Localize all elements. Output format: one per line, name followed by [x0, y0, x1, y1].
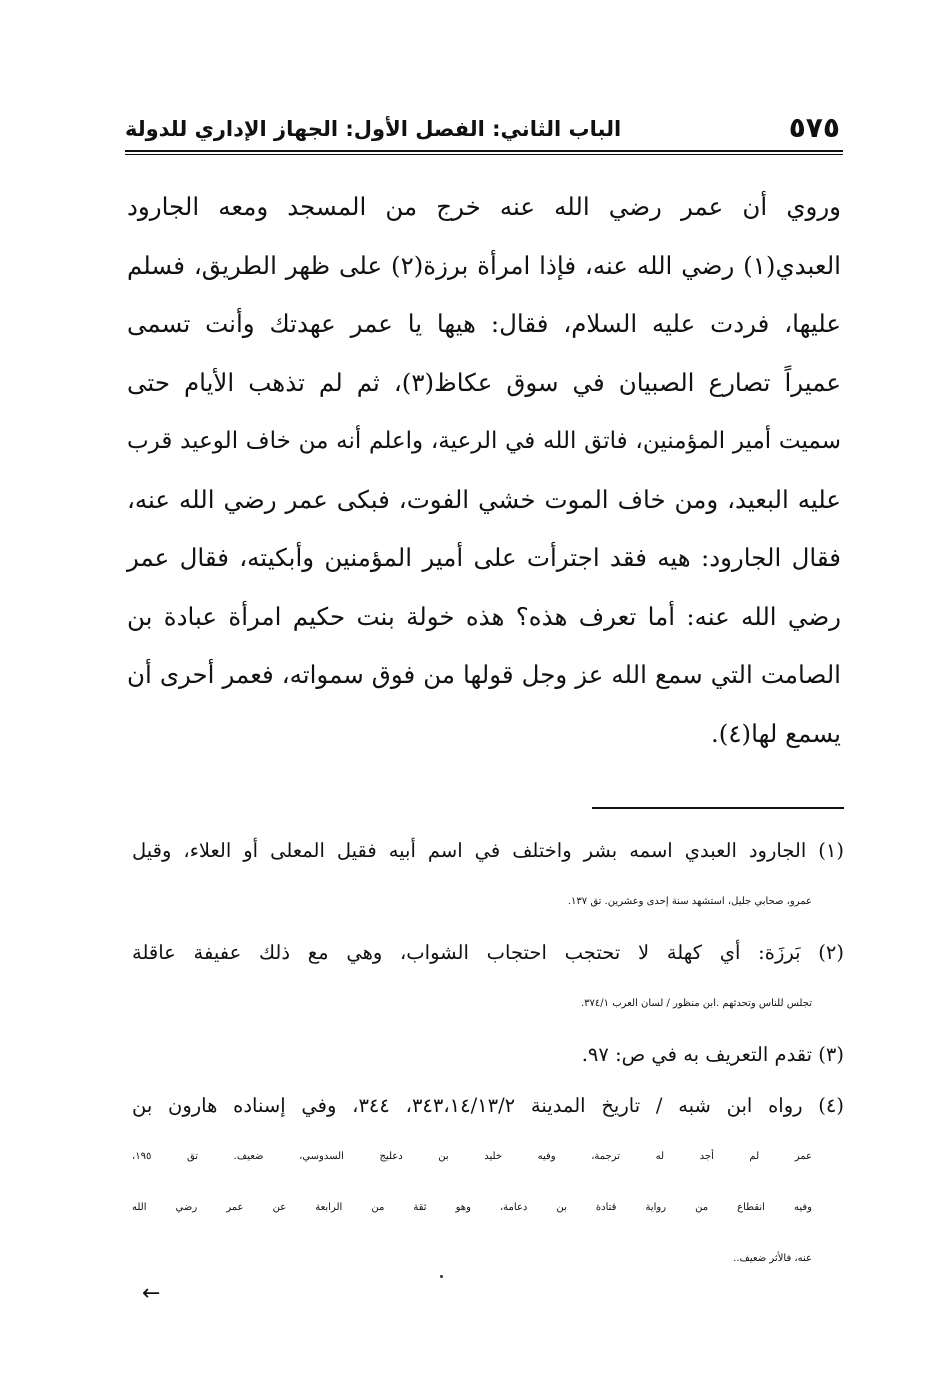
footnote-line: عمر لم أجد له ترجمة، وفيه خليد بن دعليج السدوسي، ضعيف. تق ١٩٥، [132, 1151, 812, 1162]
text-line: يسمع لها(٤). [711, 718, 841, 748]
footnote-2 [132, 928, 844, 1030]
text-line: عليه البعيد، ومن خاف الموت خشي الفوت، فبكى عمر رضي الله عنه، [127, 484, 841, 514]
text-line: سميت أمير المؤمنين، فاتق الله في الرعية، واعلم أنه من خاف الوعيد قرب [127, 428, 841, 454]
footnote-line: (٤) رواه ابن شبه / تاريخ المدينة ٣٤٣،١٤/١٣/٢، ٣٤٤، وفي إسناده هارون بن [132, 1094, 845, 1117]
text-line: عليها، فردت عليه السلام، فقال: هيها يا عمر عهدتك وأنت تسمى [127, 309, 841, 338]
text-line: فقال الجارود: هيه فقد اجترأت على أمير المؤمنين وأبكيته، فقال عمر [127, 543, 841, 572]
text-line: عميراً تصارع الصبيان في سوق عكاظ(٣)، ثم لم تذهب الأيام حتى [127, 367, 841, 397]
page-number: ٥٧٥ [788, 111, 840, 144]
footnote-line: وفيه انقطاع من رواية قتادة بن دعامة، وهو ثقة من الرابعة عن عمر رضي الله [132, 1202, 812, 1213]
main-text [127, 178, 841, 763]
footnote-line: (٣) تقدم التعريف به في ص: ٩٧. [581, 1043, 844, 1066]
page-header [125, 108, 840, 152]
text-line: رضي الله عنه: أما تعرف هذه؟ هذه خولة بنت حكيم امرأة عبادة بن [127, 601, 841, 631]
text-line: الصامت التي سمع الله عز وجل قولها من فوق سمواته، فعمر أحرى أن [127, 660, 841, 689]
header-rule [125, 150, 843, 152]
text-line: وروي أن عمر رضي الله عنه خرج من المسجد ومعه الجارود [127, 192, 841, 221]
footnote-3 [132, 1030, 844, 1081]
footnotes [132, 826, 844, 1285]
footnote-line: تجلس للناس وتحدثهم .ابن منظور / لسان العرب ٣٧٤/١. [580, 998, 812, 1009]
header-rule-thin [125, 154, 843, 155]
footnote-line: عمرو، صحابي جليل، استشهد سنة إحدى وعشرين. تق ١٣٧. [567, 896, 812, 907]
arrow-left-icon: ← [142, 1281, 161, 1306]
footnote-line: (١) الجارود العبدي اسمه بشر واختلف في اسم أبيه فقيل المعلى أو العلاء، وقيل [132, 839, 844, 862]
text-line: العبدي(١) رضي الله عنه، فإذا امرأة برزة(٢) على ظهر الطريق، فسلم [127, 250, 841, 280]
footnote-line: (٢) بَرزَة: أي كهلة لا تحتجب احتجاب الشواب، وهي مع ذلك عفيفة عاقلة [132, 941, 844, 964]
footnote-1 [132, 826, 844, 928]
scan-speck [440, 1275, 443, 1278]
footnote-4 [132, 1081, 844, 1285]
footnote-separator [592, 807, 844, 809]
footnote-line: عنه، فالأثر ضعيف.. [733, 1253, 812, 1264]
running-title: الباب الثاني: الفصل الأول: الجهاز الإداري للدولة [125, 117, 622, 141]
